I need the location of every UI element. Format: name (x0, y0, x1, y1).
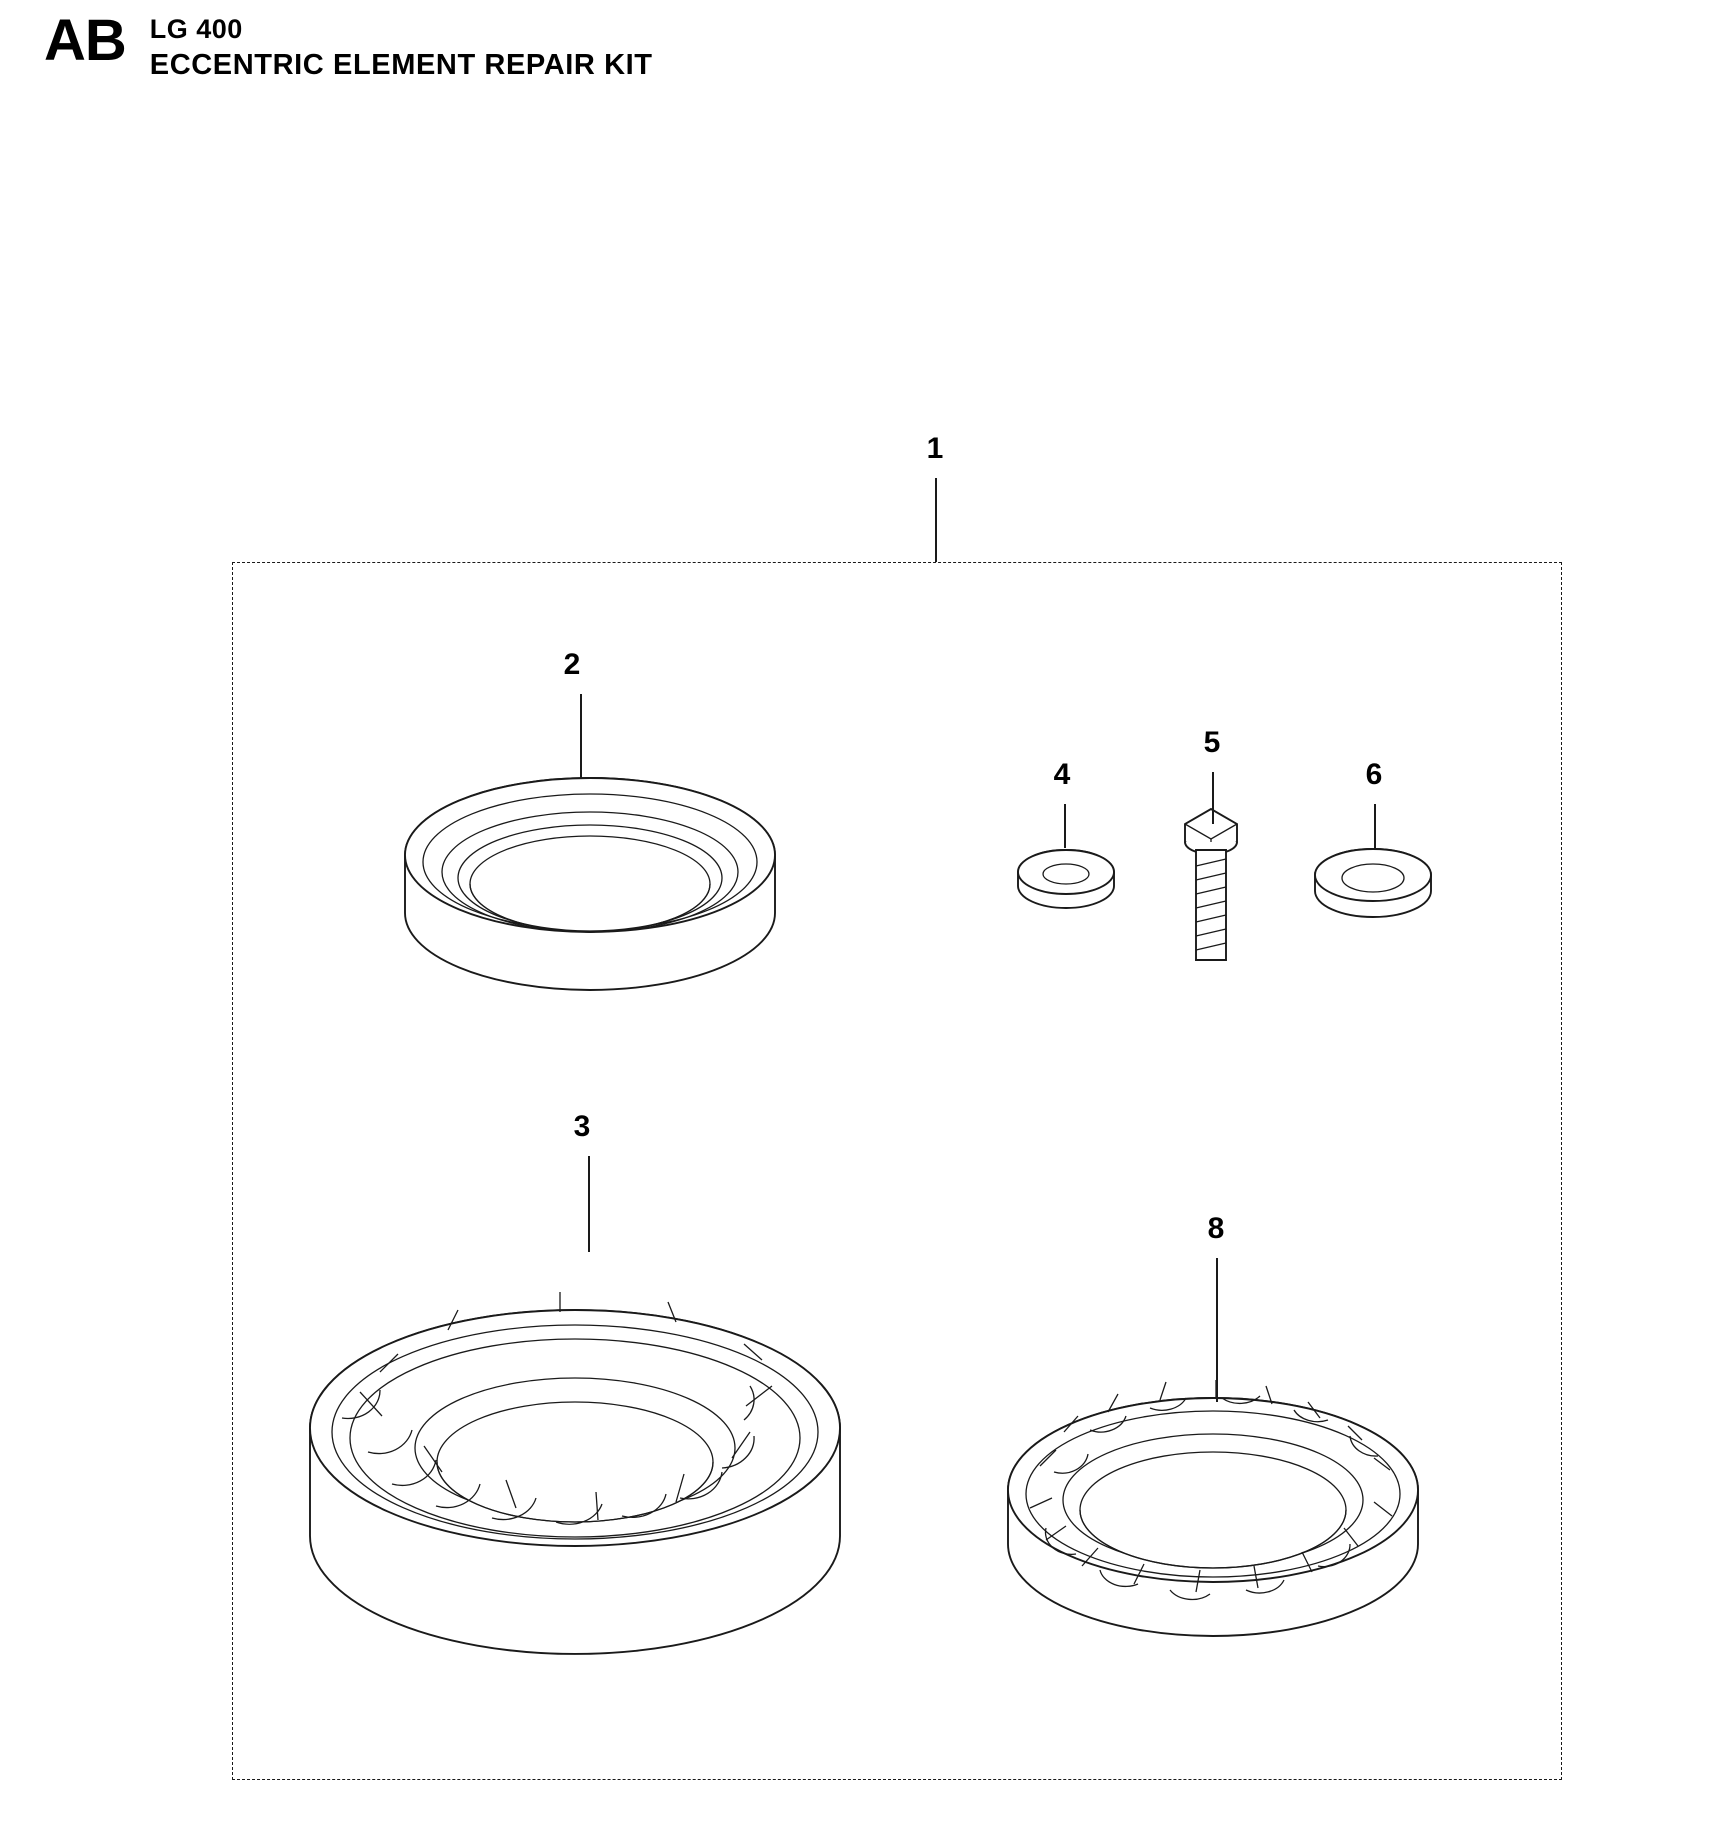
leader-line-4 (1064, 804, 1066, 848)
part-3-ball-bearing (310, 1292, 840, 1654)
callout-1: 1 (926, 432, 944, 465)
leader-line-6 (1374, 804, 1376, 850)
callout-4: 4 (1053, 758, 1071, 791)
callout-8: 8 (1207, 1212, 1225, 1245)
part-2-oil-seal (405, 778, 775, 990)
part-4-washer (1018, 850, 1114, 908)
part-8-thin-bearing (1008, 1380, 1418, 1636)
callout-5: 5 (1203, 726, 1221, 759)
leader-line-3 (588, 1156, 590, 1252)
leader-line-2 (580, 694, 582, 778)
section-code: AB (44, 8, 126, 73)
callout-3: 3 (573, 1110, 591, 1143)
part-6-washer (1315, 849, 1431, 917)
model-name: LG 400 (149, 14, 243, 44)
callout-6: 6 (1365, 758, 1383, 791)
leader-line-8 (1216, 1258, 1218, 1402)
page-title: ECCENTRIC ELEMENT REPAIR KIT (149, 49, 653, 82)
leader-line-1 (935, 478, 937, 562)
leader-line-5 (1212, 772, 1214, 824)
callout-2: 2 (563, 648, 581, 681)
part-5-bolt (1185, 809, 1237, 960)
